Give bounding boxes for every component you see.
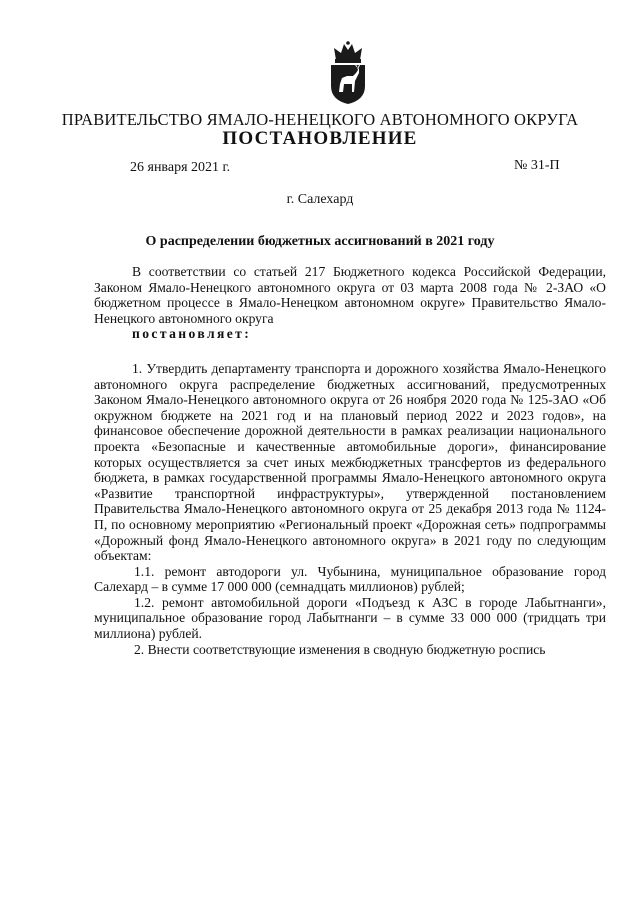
document-body xyxy=(94,264,606,657)
item-paragraph-2: 2. Внести соответствующие изменения в сводную бюджетную роспись xyxy=(134,641,546,657)
item-paragraph-1-1: 1.1. ремонт автодороги ул. Чубынина, муниципальное образование город Салехард – в сумме 17 000 000 (семнадцать миллионов) рублей; xyxy=(94,563,606,595)
preamble-paragraph: В соответствии со статьей 217 Бюджетного кодекса Российской Федерации, Законом Ямало-Ненецкого автономного округа от 03 марта 2008 года № 2-ЗАО «О бюджетном процессе в Ямало-Ненецком автономном округе» Правительство Ямало-Ненецкого автономного округа xyxy=(94,264,606,326)
document-number: № 31-П xyxy=(514,158,560,173)
document-date: 26 января 2021 г. xyxy=(130,160,231,175)
item-paragraph-1: 1. Утвердить департаменту транспорта и дорожного хозяйства Ямало-Ненецкого автономного округа распределение бюджетных ассигнований, предусмотренных Законом Ямало-Ненецкого автономного округа от 26 ноября 2020 года № 125-ЗАО «Об окружном бюджете на 2021 год и на плановый период 2022 и 2023 годов», на финансовое обеспечение дорожной деятельности в рамках реализации национального проекта «Безопасные и качественные автомобильные дороги», финансирование которых осуществляется за счет иных межбюджетных трансфертов из федерального бюджета, в рамках государственной программы Ямало-Ненецкого автономного округа «Развитие транспортной инфраструктуры», утвержденной постановлением Правительства Ямало-Ненецкого автономного округа от 25 декабря 2013 года № 1124-П, по основному мероприятию «Региональный проект «Дорожная сеть» подпрограммы «Дорожный фонд Ямало-Ненецкого автономного округа» в 2021 году по следующим объектам: xyxy=(94,360,606,564)
document-subject: О распределении бюджетных ассигнований в 2021 году xyxy=(145,234,495,249)
document-city: г. Салехард xyxy=(286,192,354,207)
document-type: ПОСТАНОВЛЕНИЕ xyxy=(222,128,418,149)
government-name: ПРАВИТЕЛЬСТВО ЯМАЛО-НЕНЕЦКОГО АВТОНОМНОГО ОКРУГА xyxy=(61,110,579,129)
yanao-coat-of-arms-icon xyxy=(328,40,368,106)
decree-word: постановляет: xyxy=(132,326,252,342)
item-paragraph-1-2: 1.2. ремонт автомобильной дороги «Подъезд к АЗС в городе Лабытнанги», муниципальное образование город Лабытнанги – в сумме 33 000 000 (тридцать три миллиона) рублей. xyxy=(94,594,606,642)
